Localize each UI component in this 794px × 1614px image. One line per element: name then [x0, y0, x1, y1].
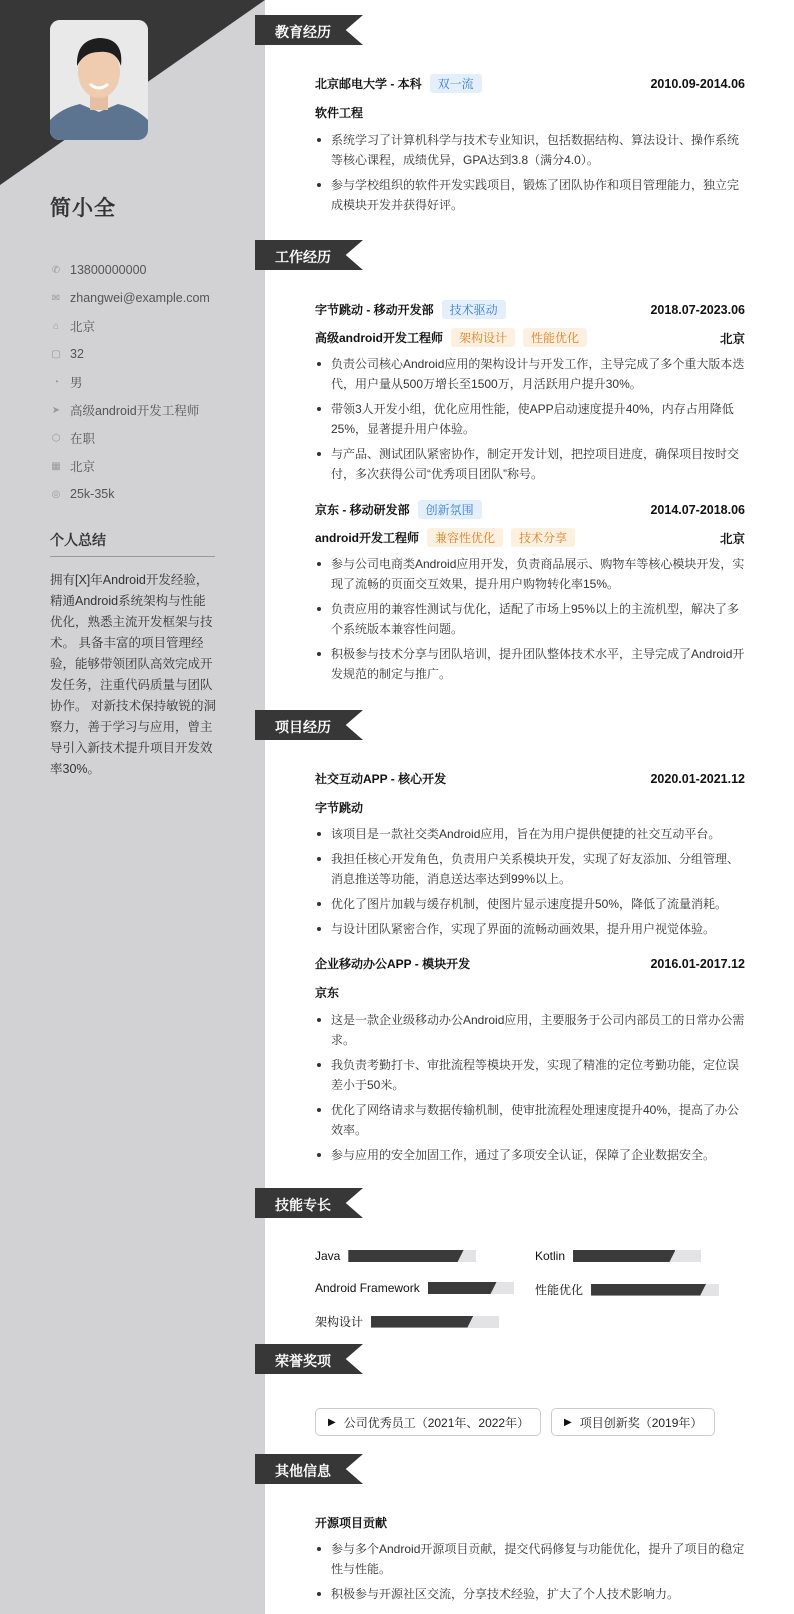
project-name: 企业移动办公APP - 模块开发: [315, 957, 471, 971]
email-icon: ✉: [51, 292, 61, 304]
list-item: 该项目是一款社交类Android应用，旨在为用户提供便捷的社交互动平台。: [315, 824, 745, 844]
skill-bar: [371, 1316, 499, 1328]
section-header-skills: 技能专长: [255, 1188, 363, 1218]
work-date: 2018.07-2023.06: [650, 302, 745, 317]
skill-name: 架构设计: [315, 1315, 364, 1329]
project-name: 社交互动APP - 核心开发: [315, 772, 447, 786]
skill-bar-fill: [573, 1250, 675, 1262]
section-header-work: 工作经历: [255, 240, 363, 270]
skill-bar: [428, 1282, 514, 1294]
info-phone: ✆ 13800000000: [51, 263, 147, 277]
info-email: ✉ zhangwei@example.com: [51, 291, 210, 305]
work-2-role: [315, 528, 745, 547]
play-icon: ▶: [328, 1416, 336, 1428]
list-item: 参与公司电商类Android应用开发，负责商品展示、购物车等核心模块开发，实现了流畅的页面交互效果，提升用户购物转化率15%。: [315, 554, 745, 594]
other-bullets: [315, 1539, 745, 1609]
skill-name: Java: [315, 1249, 341, 1263]
info-salary: ◎ 25k-35k: [51, 487, 115, 501]
home-icon: ⌂: [52, 320, 60, 332]
work-1-role: [315, 328, 745, 347]
work-date: 2014.07-2018.06: [650, 502, 745, 517]
skill-name: 性能优化: [535, 1283, 584, 1297]
project-1-bullets: [315, 824, 745, 944]
status-icon: ⬡: [51, 432, 61, 444]
list-item: 参与学校组织的软件开发实践项目，锻炼了团队协作和项目管理能力，独立完成模块开发并获得好评。: [315, 175, 745, 215]
education-header: [315, 74, 745, 93]
info-age: ▢ 32: [51, 347, 84, 361]
school-name: 北京邮电大学 - 本科: [315, 77, 422, 91]
work-company: 字节跳动 - 移动开发部: [315, 303, 434, 317]
candidate-name: 简小全: [50, 197, 116, 220]
project-2-bullets: [315, 1010, 745, 1170]
summary-divider: [50, 556, 215, 557]
project-company: 京东: [315, 986, 340, 1000]
info-status: ⬡ 在职: [51, 432, 96, 446]
list-item: 优化了图片加载与缓存机制，使图片显示速度提升50%，降低了流量消耗。: [315, 894, 745, 914]
skill-bar-fill: [428, 1282, 497, 1294]
list-item: 负责应用的兼容性测试与优化，适配了市场上95%以上的主流机型，解决了多个系统版本兼容性问题。: [315, 599, 745, 639]
project-company: 字节跳动: [315, 801, 364, 815]
section-header-education: 教育经历: [255, 15, 363, 45]
project-date: 2020.01-2021.12: [650, 771, 745, 786]
skill-name: Android Framework: [315, 1281, 420, 1295]
contact-info-list: [50, 256, 210, 508]
list-item: 积极参与技术分享与团队培训，提升团队整体技术水平，主导完成了Android开发规范的制定与推广。: [315, 644, 745, 684]
company-tag: 技术驱动: [442, 300, 506, 319]
education-date: 2010.09-2014.06: [650, 76, 745, 91]
skill-java: [315, 1249, 476, 1263]
work-city: 北京: [719, 531, 745, 546]
section-header-awards: 荣誉奖项: [255, 1344, 363, 1374]
education-bullets: [315, 130, 745, 220]
summary-text: 拥有[X]年Android开发经验，精通Android系统架构与性能优化，熟悉主流开发框架与技术。 具备丰富的项目管理经验，能够带领团队高效完成开发任务，注重代码质量与团队协作。 对新技术保持敏锐的洞察力，善于学习与应用，曾主导引入新技术提升项目开发效率30%。: [50, 573, 216, 776]
work-1-header: [315, 300, 745, 319]
list-item: 系统学习了计算机科学与技术专业知识，包括数据结构、算法设计、操作系统等核心课程，成绩优异，GPA达到3.8（满分4.0）。: [315, 130, 745, 170]
skill-bar-fill: [348, 1250, 463, 1262]
info-position: ➤ 高级android开发工程师: [51, 404, 200, 418]
main-content: [265, 0, 794, 1614]
list-item: 参与应用的安全加固工作，通过了多项安全认证，保障了企业数据安全。: [315, 1145, 745, 1165]
work-title: android开发工程师: [315, 531, 419, 545]
skill-bar-fill: [371, 1316, 473, 1328]
gender-icon: ◔: [52, 376, 60, 388]
age-icon: ▢: [51, 348, 61, 360]
work-company: 京东 - 移动研发部: [315, 503, 410, 517]
skill-bar: [591, 1284, 719, 1296]
avatar-photo: [50, 20, 148, 140]
work-city: 北京: [719, 331, 745, 346]
info-hometown: ⌂ 北京: [50, 312, 210, 340]
skill-tag: 兼容性优化: [427, 528, 503, 547]
work-title: 高级android开发工程师: [315, 331, 443, 345]
section-header-other: 其他信息: [255, 1454, 363, 1484]
education-major: 软件工程: [315, 106, 364, 120]
list-item: 参与多个Android开源项目贡献，提交代码修复与功能优化，提升了项目的稳定性与性能。: [315, 1539, 745, 1579]
salary-icon: ◎: [51, 488, 61, 500]
skill-bar: [348, 1250, 476, 1262]
list-item: 带领3人开发小组，优化应用性能，使APP启动速度提升40%，内存占用降低25%，显著提升用户体验。: [315, 399, 745, 439]
skill-performance: [535, 1281, 719, 1298]
award-item: ▶ 公司优秀员工（2021年、2022年）: [315, 1408, 541, 1436]
skill-tag: 性能优化: [523, 328, 587, 347]
info-city: ▦ 北京: [51, 460, 96, 474]
position-icon: ➤: [51, 404, 61, 416]
phone-icon: ✆: [51, 264, 61, 276]
avatar: [50, 20, 148, 140]
list-item: 积极参与开源社区交流，分享技术经验，扩大了个人技术影响力。: [315, 1584, 745, 1604]
section-header-projects: 项目经历: [255, 710, 363, 740]
skill-architecture: [315, 1313, 499, 1330]
skill-bar: [573, 1250, 701, 1262]
skill-name: Kotlin: [535, 1249, 566, 1263]
sidebar: [0, 0, 265, 1614]
work-1-bullets: [315, 354, 745, 489]
city-icon: ▦: [51, 460, 61, 472]
list-item: 我负责考勤打卡、审批流程等模块开发，实现了精准的定位考勤功能，定位误差小于50米。: [315, 1055, 745, 1095]
skill-bar-fill: [591, 1284, 706, 1296]
skill-android-framework: [315, 1281, 514, 1295]
project-date: 2016.01-2017.12: [650, 956, 745, 971]
award-item: ▶ 项目创新奖（2019年）: [551, 1408, 715, 1436]
project-1-header: [315, 770, 745, 787]
work-2-bullets: [315, 554, 745, 689]
other-title: 开源项目贡献: [315, 1516, 388, 1530]
work-2-header: [315, 500, 745, 519]
skill-tag: 技术分享: [511, 528, 575, 547]
project-2-header: [315, 955, 745, 972]
summary-title: 个人总结: [50, 532, 106, 548]
list-item: 我担任核心开发角色，负责用户关系模块开发，实现了好友添加、分组管理、消息推送等功能，消息送达率达到99%以上。: [315, 849, 745, 889]
list-item: 与产品、测试团队紧密协作，制定开发计划，把控项目进度，确保项目按时交付，多次获得公司“优秀项目团队”称号。: [315, 444, 745, 484]
list-item: 负责公司核心Android应用的架构设计与开发工作，主导完成了多个重大版本迭代，用户量从500万增长至1500万，月活跃用户提升30%。: [315, 354, 745, 394]
skill-tag: 架构设计: [451, 328, 515, 347]
list-item: 与设计团队紧密合作，实现了界面的流畅动画效果，提升用户视觉体验。: [315, 919, 745, 939]
info-gender: ◔ 男: [50, 368, 210, 396]
skill-kotlin: [535, 1249, 701, 1263]
school-tag: 双一流: [430, 74, 482, 93]
list-item: 这是一款企业级移动办公Android应用，主要服务于公司内部员工的日常办公需求。: [315, 1010, 745, 1050]
company-tag: 创新氛围: [418, 500, 482, 519]
play-icon: ▶: [564, 1416, 572, 1428]
list-item: 优化了网络请求与数据传输机制，使审批流程处理速度提升40%，提高了办公效率。: [315, 1100, 745, 1140]
